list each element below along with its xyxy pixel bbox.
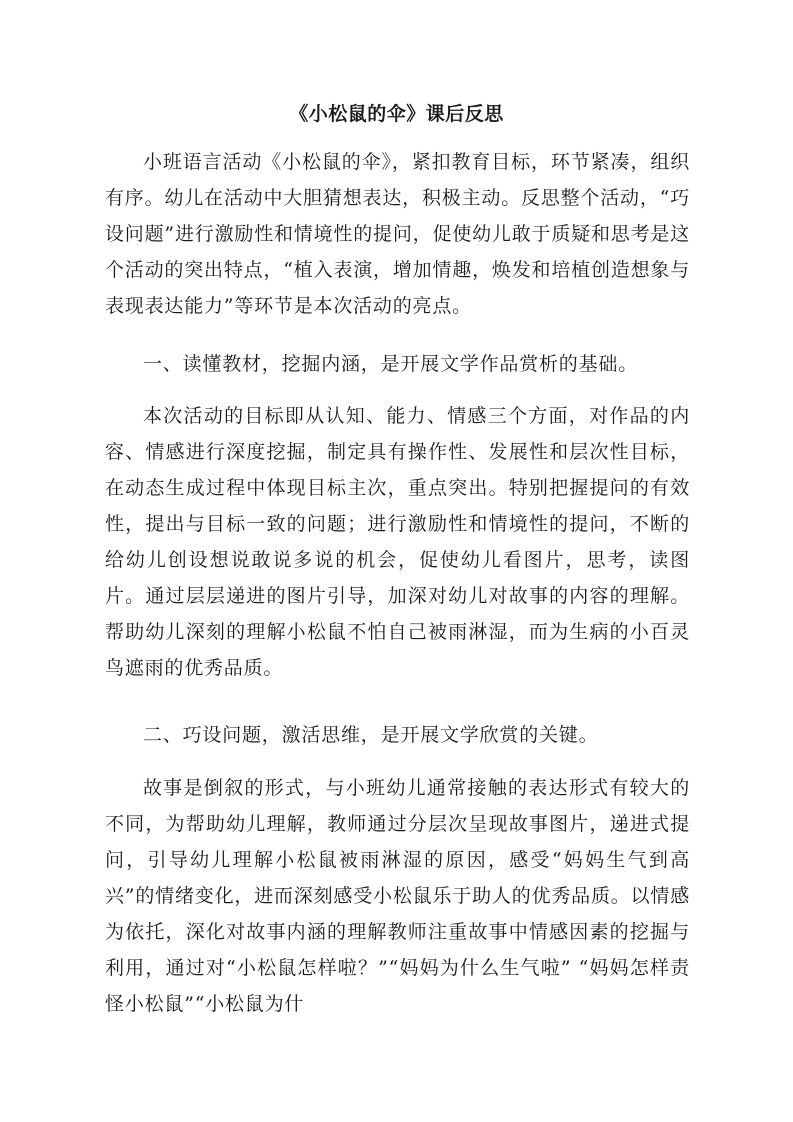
paragraph-section-1 — [105, 398, 690, 686]
paragraph-section-2 — [105, 770, 690, 1022]
section-heading-text: 一、读懂教材，挖掘内涵，是开展文学作品赏析的基础。 — [143, 353, 639, 375]
paragraph-text: 故事是倒叙的形式，与小班幼儿通常接触的表达形式有较大的不同，为帮助幼儿理解，教师通过分层次呈现故事图片，递进式提问，引导幼儿理解小松鼠被雨淋湿的原因，感受“妈妈生气到高兴”的情绪变化，进而深刻感受小松鼠乐于助人的优秀品质。以情感为依托，深化对故事内涵的理解教师注重故事中情感因素的挖掘与利用，通过对“小松鼠怎样啦？”“妈妈为什么生气啦” “妈妈怎样责怪小松鼠”“小松鼠为什 — [105, 777, 690, 1015]
document-title: 《小松鼠的伞》课后反思 — [289, 103, 504, 125]
section-heading-text: 二、巧设问题，激活思维，是开展文学欣赏的关键。 — [143, 724, 599, 746]
section-heading-2 — [105, 717, 690, 753]
paragraph-intro — [105, 144, 690, 324]
section-heading-1 — [105, 346, 690, 382]
paragraph-text: 小班语言活动《小松鼠的伞》，紧扣教育目标，环节紧凑，组织有序。幼儿在活动中大胆猜想表达，积极主动。反思整个活动，“巧设问题”进行激励性和情境性的提问，促使幼儿敢于质疑和思考是这个活动的突出特点，“植入表演，增加情趣，焕发和培植创造想象与表现表达能力”等环节是本次活动的亮点。 — [105, 151, 690, 317]
paragraph-text: 本次活动的目标即从认知、能力、情感三个方面，对作品的内容、情感进行深度挖掘，制定具有操作性、发展性和层次性目标，在动态生成过程中体现目标主次，重点突出。特别把握提问的有效性，提出与目标一致的问题；进行激励性和情境性的提问，不断的给幼儿创设想说敢说多说的机会，促使幼儿看图片，思考，读图片。通过层层递进的图片引导，加深对幼儿对故事的内容的理解。帮助幼儿深刻的理解小松鼠不怕自己被雨淋湿，而为生病的小百灵鸟遮雨的优秀品质。 — [105, 405, 690, 679]
